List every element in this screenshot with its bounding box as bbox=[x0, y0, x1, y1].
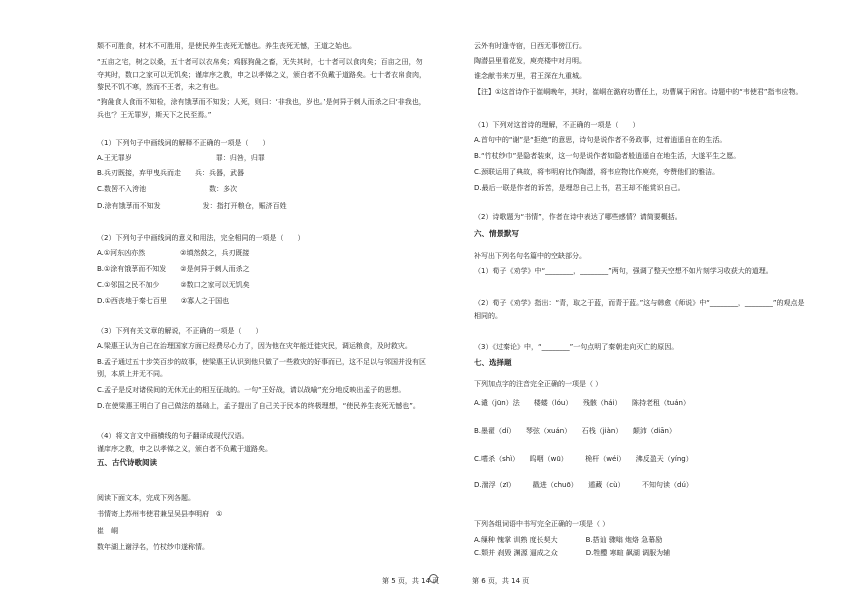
option-line: D.在使梁惠王明白了自己做法的基础上，孟子提出了自己关于民本的终极理想，“使民养生丧死无憾也”。 bbox=[97, 402, 420, 410]
question-stem: （3）《过秦论》中，“________”一句点明了秦朝走向灭亡的原因。 bbox=[474, 343, 679, 351]
poem-line: 数年湖上谢浮名，竹杖纱巾遂称情。 bbox=[97, 543, 209, 551]
question-stem: （4）将文言文中画横线的句子翻译成现代汉语。 bbox=[97, 432, 249, 440]
option-line: 别，本质上并无不同。 bbox=[97, 370, 167, 378]
poem-line: 陶潜县里看花发，庾亮楼中对月明。 bbox=[474, 57, 586, 65]
text-line: 黎民不饥不寒，然而不王者，未之有也。 bbox=[97, 83, 223, 91]
option-line: B.孟子通过五十步笑百步的故事，使梁惠王认识到他只做了一些救灾的好事而已，这不足以与邻国并没有区 bbox=[97, 358, 427, 366]
question-stem: （1）下列句子中画线词的解释不正确的一项是（ ） bbox=[97, 139, 270, 147]
section-heading: 六、情景默写 bbox=[474, 229, 519, 238]
option-line: A.梁惠王认为自己在治理国家方面已经费尽心力了，因为他在灾年能迁徙灾民，调运粮食，及时救灾。 bbox=[97, 342, 412, 350]
question-stem: （1）下列对这首诗的理解，不正确的一项是（ ） bbox=[474, 121, 640, 129]
text-line: 夺其时，数口之家可以无饥矣；谨庠序之教，申之以孝悌之义，颁白者不负戴于道路矣。七十者衣帛食肉， bbox=[97, 71, 426, 79]
question-stem: （3）下列有关文章的解说，不正确的一项是（ ） bbox=[97, 327, 263, 335]
option-line: C.孟子是反对诸侯间的无休无止的相互征战的。一句“王好战，请以战喻”充分地反映出孟子的思想。 bbox=[97, 386, 406, 394]
poem-title: 书情寄上苏州韦使君兼呈吴县李明府 ① bbox=[97, 510, 223, 518]
question-stem: （2）诗歌题为“书情”，作者在诗中表达了哪些感情？请简要概括。 bbox=[474, 213, 682, 221]
option-line: D.①西丧地于秦七百里 ②寡人之于国也 bbox=[97, 297, 230, 305]
text-line: 阅读下面文本，完成下列各题。 bbox=[97, 494, 195, 502]
option-line: A.缫种 愧掌 训熟 度长契大 B.搭讪 骤嗡 炮烙 急幕励 bbox=[474, 536, 663, 544]
option-line: C.嗜杀（shì） 呜咽（wū） 桅杆（wéi） 沸反盈天（yíng） bbox=[474, 455, 693, 463]
option-line: C.颈联运用了典故，将韦明府比作陶潜，将韦应物比作庾亮，夸赞他们的雅洁。 bbox=[474, 168, 720, 176]
option-line: B.兵刃既接，弃甲曳兵而走 兵：兵器，武器 bbox=[97, 169, 245, 177]
option-line: A.王无罪岁 罪：归咎，归罪 bbox=[97, 154, 265, 162]
question-stem: 下列各组词语中书写完全正确的一项是（ ） bbox=[474, 520, 610, 528]
option-line: C.颓并 刹毁 渊源 逼成之众 D.牲醴 寒暄 飙湖 调服为辅 bbox=[474, 549, 671, 557]
section-heading: 七、选择题 bbox=[474, 358, 512, 367]
page-number-left: 第 5 页，共 14 页 bbox=[382, 577, 440, 585]
question-stem: （1）荀子《劝学》中“________，________”两句，强调了整天空想不如片刻学习收获大的道理。 bbox=[474, 267, 773, 275]
text-line: 补写出下列名句名篇中的空缺部分。 bbox=[474, 252, 586, 260]
center-circle-marker bbox=[429, 574, 438, 583]
text-line: 颓不可胜食，材木不可胜用，是使民养生丧死无憾也。养生丧死无憾，王道之始也。 bbox=[97, 42, 356, 50]
option-line: C.数罟不入洿池 数：多次 bbox=[97, 185, 238, 193]
question-stem: （2）荀子《劝学》指出：“青，取之于蓝，而青于蓝。”这与韩愈《师说》中“________，________”的观点是 bbox=[474, 299, 805, 307]
text-line: “狗彘食人食而不知检，涂有饿莩而不知发；人死，则曰：‘非我也，岁也。’是何异于刺人而杀之曰‘非我也， bbox=[97, 98, 426, 106]
poem-author: 崔 峒 bbox=[97, 527, 118, 535]
option-line: D.涂有饿莩而不知发 发：指打开粮仓，赈济百姓 bbox=[97, 202, 287, 210]
question-stem: （2）下列句子中画线词的意义和用法，完全相同的一项是（ ） bbox=[97, 234, 305, 242]
text-line: 谨庠序之教，申之以孝悌之义，颁白者不负戴于道路矣。 bbox=[97, 445, 272, 453]
poem-line: 谁念献书来万里，君王深在九重城。 bbox=[474, 72, 586, 80]
page-number-right: 第 6 页，共 14 页 bbox=[472, 577, 530, 585]
text-line: “五亩之宅，树之以桑，五十者可以衣帛矣；鸡豚狗彘之畜，无失其时，七十者可以食肉矣；百亩之田，勿 bbox=[97, 58, 423, 66]
option-line: B.①涂有饿莩而不知发 ②是何异于刺人而杀之 bbox=[97, 265, 250, 273]
question-stem: 下列加点字的注音完全正确的一项是（ ） bbox=[474, 380, 603, 388]
option-line: B.“竹杖纱巾”是隐者装束，这一句是说作者如隐者般逍遥自在地生活，大遂平生之愿。 bbox=[474, 152, 741, 160]
note-line: 【注】①这首诗作于崔峒晚年，其时，崔峒在潞府功曹任上，功曹属于闲官。诗题中的“韦使君”指韦应物。 bbox=[474, 88, 803, 96]
section-heading: 五、古代诗歌阅读 bbox=[97, 458, 157, 467]
option-line: B.墨翟（dí） 琴弦（xuán） 石栈（jiàn） 颠沛（diān） bbox=[474, 427, 676, 435]
poem-line: 云外有时逢寺宿，日西无事傍江行。 bbox=[474, 42, 586, 50]
option-line: D.湍浮（zī） 戳进（chuō） 遁藏（cù） 不知句读（dú） bbox=[474, 481, 693, 489]
option-line: C.①邻国之民不加少 ②数口之家可以无饥矣 bbox=[97, 281, 250, 289]
option-line: A.①河东凶亦然 ②填然鼓之，兵刃既接 bbox=[97, 249, 250, 257]
text-line: 兵也’？王无罪岁，斯天下之民至焉。” bbox=[97, 111, 212, 119]
option-line: D.最后一联是作者的诉苦，是埋怨自己上书，君王却不能赏识自己。 bbox=[474, 184, 685, 192]
text-line: 相同的。 bbox=[474, 312, 502, 320]
option-line: A.谴（jūn）法 楼蝼（lóu） 残骸（hái） 陈持老租（tuán） bbox=[474, 399, 690, 407]
option-line: A.首句中的“谢”是“拒绝”的意思，诗句是说作者不务政事，过着逍遥自在的生活。 bbox=[474, 136, 727, 144]
